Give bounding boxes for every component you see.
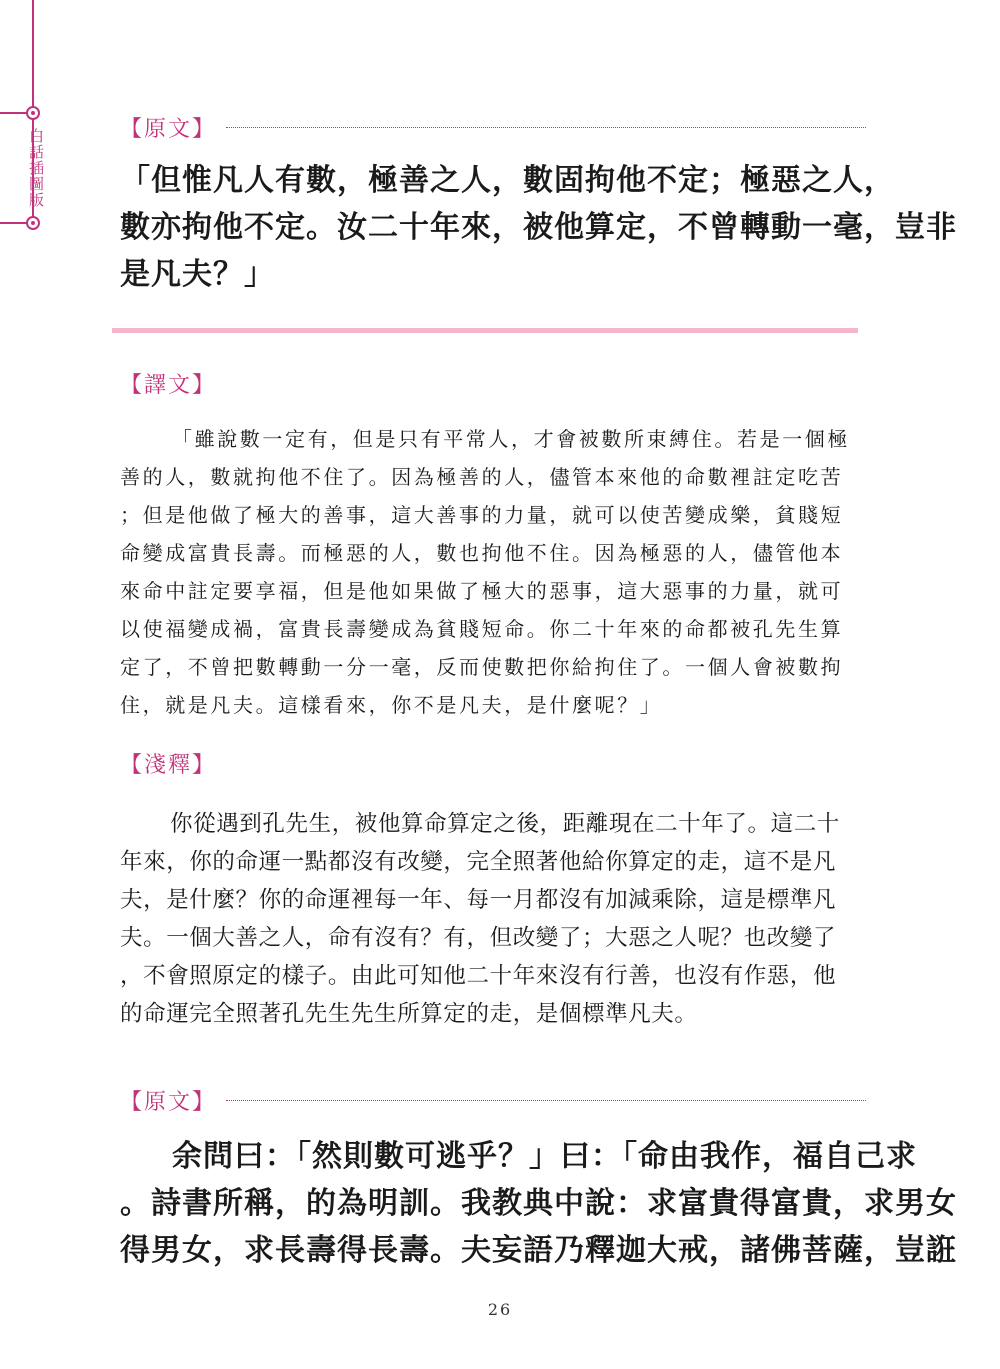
ring-ornament-icon	[26, 106, 40, 120]
text-line: 定了，不曾把數轉動一分一毫，反而使數把你給拘住了。一個人會被數拘	[120, 655, 844, 679]
text-line: 住，就是凡夫。這樣看來，你不是凡夫，是什麼呢？」	[120, 693, 663, 717]
text-line: 夫，是什麼？你的命運裡每一年、每一月都沒有加減乘除，這是標準凡	[120, 887, 837, 913]
page-number: 26	[487, 1300, 513, 1319]
text-line: 善的人，數就拘他不住了。因為極善的人，儘管本來他的命數裡註定吃苦	[120, 465, 844, 489]
text-line: 年來，你的命運一點都沒有改變，完全照著他給你算定的走，這不是凡	[120, 849, 837, 875]
text-line: 的命運完全照著孔先生先生所算定的走，是個標準凡夫。	[120, 1001, 698, 1027]
section-heading-original	[120, 112, 866, 143]
text-line: 來命中註定要享福，但是他如果做了極大的惡事，這大惡事的力量，就可	[120, 579, 844, 603]
edition-side-label: 白話插圖版	[27, 128, 45, 208]
dotted-leader	[226, 1100, 866, 1101]
text-line: 「雖說數一定有，但是只有平常人，才會被數所束縛住。若是一個極	[172, 427, 850, 451]
text-line: 數亦拘他不定。汝二十年來，被他算定，不曾轉動一毫，豈非	[120, 210, 957, 245]
text-line: 。詩書所稱，的為明訓。我教典中說：求富貴得富貴，求男女	[120, 1186, 957, 1221]
heading-label: 【淺釋】	[120, 753, 217, 778]
section-divider	[112, 328, 858, 333]
section-heading-translation	[120, 368, 216, 399]
text-line: 你從遇到孔先生，被他算命算定之後，距離現在二十年了。這二十	[170, 811, 840, 837]
dotted-leader	[226, 127, 866, 128]
ring-ornament-icon	[26, 216, 40, 230]
text-line: ；但是他做了極大的善事，這大善事的力量，就可以使苦變成樂，貧賤短	[120, 503, 844, 527]
text-line: 得男女，求長壽得長壽。夫妄語乃釋迦大戒，諸佛菩薩，豈誑	[120, 1233, 957, 1268]
section-heading-original	[120, 1085, 866, 1116]
text-line: 是凡夫？」	[120, 257, 275, 292]
text-line: 夫。一個大善之人，命有沒有？有，但改變了；大惡之人呢？也改變了	[120, 925, 837, 951]
original-text-block	[120, 157, 957, 298]
heading-label: 【譯文】	[120, 373, 217, 398]
text-line: 余問曰：「然則數可逃乎？」曰：「命由我作，福自己求	[172, 1139, 917, 1174]
section-heading-explanation	[120, 748, 216, 779]
explanation-text-block	[120, 805, 860, 1033]
heading-label: 【原文】	[120, 1090, 217, 1115]
text-line: 命變成富貴長壽。而極惡的人，數也拘他不住。因為極惡的人，儘管他本	[120, 541, 844, 565]
text-line: 以使福變成禍，富貴長壽變成為貧賤短命。你二十年來的命都被孔先生算	[120, 617, 844, 641]
translation-text-block	[120, 420, 860, 724]
heading-label: 【原文】	[120, 117, 217, 142]
text-line: ，不會照原定的樣子。由此可知他二十年來沒有行善，也沒有作惡，他	[120, 963, 837, 989]
text-line: 「但惟凡人有數，極善之人，數固拘他不定；極惡之人，	[120, 163, 895, 198]
original-text-block	[120, 1133, 957, 1274]
